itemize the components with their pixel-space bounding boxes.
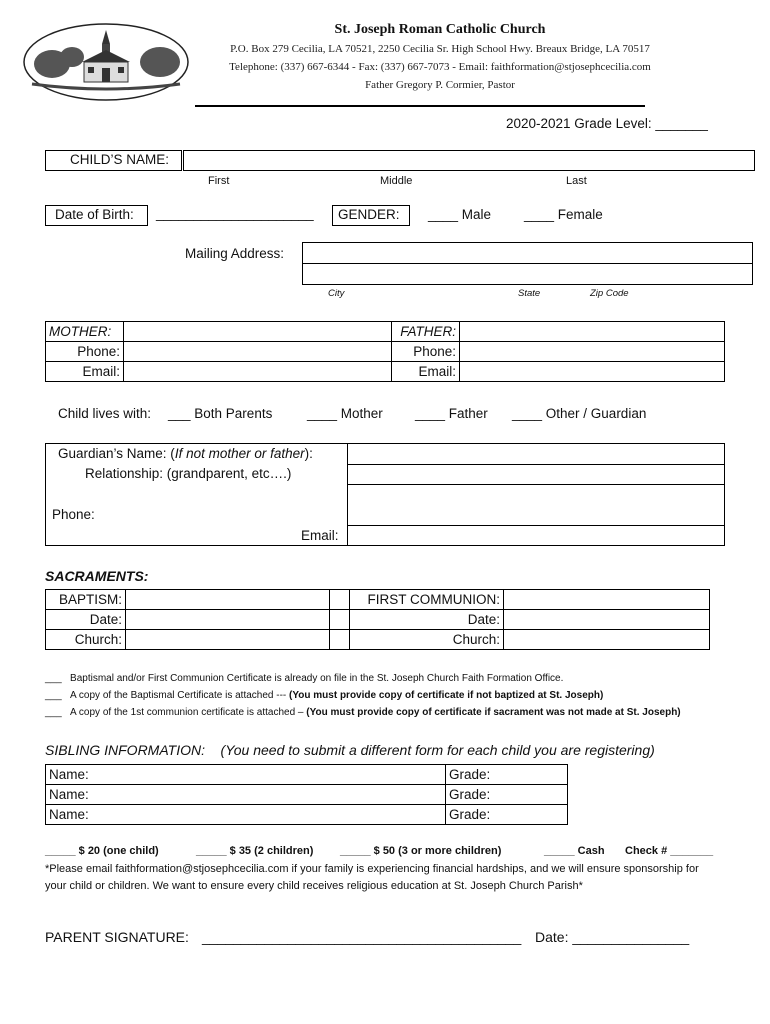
fee-one-child-option[interactable]: _____ $ 20 (one child)	[45, 845, 159, 857]
guardian-email-label: Email:	[301, 528, 339, 543]
sibling-table	[45, 764, 568, 825]
father-name-field[interactable]	[460, 322, 725, 342]
mother-email-field[interactable]	[124, 362, 392, 382]
church-pastor: Father Gregory P. Cormier, Pastor	[365, 79, 515, 91]
mother-phone-label: Phone:	[46, 342, 124, 362]
gender-label: GENDER:	[338, 207, 400, 222]
father-label: FATHER:	[392, 322, 460, 342]
sibling-grade-field[interactable]: Grade:	[446, 765, 568, 785]
mother-email-label: Email:	[46, 362, 124, 382]
communion-date-field[interactable]	[504, 610, 710, 630]
city-caption: City	[328, 288, 345, 299]
baptism-date-label: Date:	[46, 610, 126, 630]
lives-with-label: Child lives with:	[58, 406, 152, 421]
baptism-church-label: Church:	[46, 630, 126, 650]
guardian-relationship-label: Relationship: (grandparent, etc….)	[85, 466, 292, 481]
header-divider	[195, 105, 645, 107]
communion-label: FIRST COMMUNION:	[350, 590, 504, 610]
communion-date-label: Date:	[350, 610, 504, 630]
father-phone-label: Phone:	[392, 342, 460, 362]
child-name-field[interactable]	[183, 150, 755, 171]
sacraments-heading: SACRAMENTS:	[45, 568, 149, 584]
payment-check-field[interactable]: Check # _______	[625, 845, 714, 857]
father-phone-field[interactable]	[460, 342, 725, 362]
signature-date-field[interactable]: Date: _______________	[535, 929, 690, 945]
hardship-note: *Please email faithformation@stjosephcecilia.com if your family is experiencing financial hardships, and we will ensure sponsorship for your child or children. We want to ensure every child receives religious education at St. Joseph Church Parish*	[45, 863, 699, 892]
dob-field[interactable]: _____________________	[156, 206, 314, 221]
church-address: P.O. Box 279 Cecilia, LA 70521, 2250 Cecilia Sr. High School Hwy. Breaux Bridge, LA 70517	[230, 43, 650, 55]
year-grade-level: 2020-2021 Grade Level: _______	[506, 116, 708, 131]
guardian-name-field[interactable]	[349, 444, 724, 464]
baptism-certificate-attached-option[interactable]: ___ A copy of the Baptismal Certificate is attached --- (You must provide copy of certificate if not baptized at St. Joseph)	[45, 690, 604, 701]
lives-with-both-option[interactable]: ___ Both Parents	[168, 406, 273, 421]
sibling-name-field[interactable]: Name:	[46, 765, 446, 785]
gender-female-option[interactable]: ____ Female	[524, 207, 603, 222]
church-name: St. Joseph Roman Catholic Church	[334, 22, 546, 37]
mailing-address-line2[interactable]	[302, 263, 753, 285]
parents-table	[45, 321, 725, 382]
guardian-name-label: Guardian’s Name: (If not mother or father):	[58, 446, 313, 461]
zip-caption: Zip Code	[590, 288, 629, 299]
baptism-church-field[interactable]	[126, 630, 330, 650]
sacraments-table	[45, 589, 710, 650]
sibling-name-field[interactable]: Name:	[46, 805, 446, 825]
last-name-caption: Last	[566, 175, 587, 187]
mailing-address-line1[interactable]	[302, 242, 753, 264]
lives-with-mother-option[interactable]: ____ Mother	[307, 406, 383, 421]
middle-name-caption: Middle	[380, 175, 413, 187]
payment-cash-option[interactable]: _____ Cash	[544, 845, 605, 857]
certificate-on-file-option[interactable]: ___ Baptismal and/or First Communion Certificate is already on file in the St. Joseph Church Faith Formation Office.	[45, 673, 564, 684]
baptism-label: BAPTISM:	[46, 590, 126, 610]
baptism-date-field[interactable]	[126, 610, 330, 630]
first-name-caption: First	[208, 175, 230, 187]
parent-signature-label: PARENT SIGNATURE:	[45, 929, 189, 945]
mother-label: MOTHER:	[46, 322, 124, 342]
church-contact: Telephone: (337) 667-6344 - Fax: (337) 667-7073 - Email: faithformation@stjosephcecilia.com	[229, 61, 651, 73]
fee-three-children-option[interactable]: _____ $ 50 (3 or more children)	[340, 845, 502, 857]
fee-two-children-option[interactable]: _____ $ 35 (2 children)	[196, 845, 314, 857]
guardian-phone-label: Phone:	[52, 507, 95, 522]
communion-church-field[interactable]	[504, 630, 710, 650]
communion-field[interactable]	[504, 590, 710, 610]
dob-label: Date of Birth:	[55, 207, 134, 222]
father-email-label: Email:	[392, 362, 460, 382]
baptism-field[interactable]	[126, 590, 330, 610]
mother-phone-field[interactable]	[124, 342, 392, 362]
sibling-name-field[interactable]: Name:	[46, 785, 446, 805]
communion-certificate-attached-option[interactable]: ___ A copy of the 1st communion certificate is attached – (You must provide copy of certificate if sacrament was not made at St. Joseph)	[45, 707, 681, 718]
state-caption: State	[518, 288, 541, 299]
mother-name-field[interactable]	[124, 322, 392, 342]
gender-male-option[interactable]: ____ Male	[428, 207, 492, 222]
sibling-grade-field[interactable]: Grade:	[446, 785, 568, 805]
father-email-field[interactable]	[460, 362, 725, 382]
sibling-heading: SIBLING INFORMATION: (You need to submit a different form for each child you are registering)	[45, 742, 655, 758]
mailing-address-label: Mailing Address:	[185, 246, 285, 261]
child-name-label: CHILD’S NAME:	[70, 152, 170, 167]
lives-with-father-option[interactable]: ____ Father	[415, 406, 488, 421]
parent-signature-field[interactable]: _________________________________________	[202, 929, 522, 945]
sibling-grade-field[interactable]: Grade:	[446, 805, 568, 825]
guardian-email-field[interactable]	[349, 526, 724, 545]
communion-church-label: Church:	[350, 630, 504, 650]
lives-with-other-option[interactable]: ____ Other / Guardian	[512, 406, 647, 421]
